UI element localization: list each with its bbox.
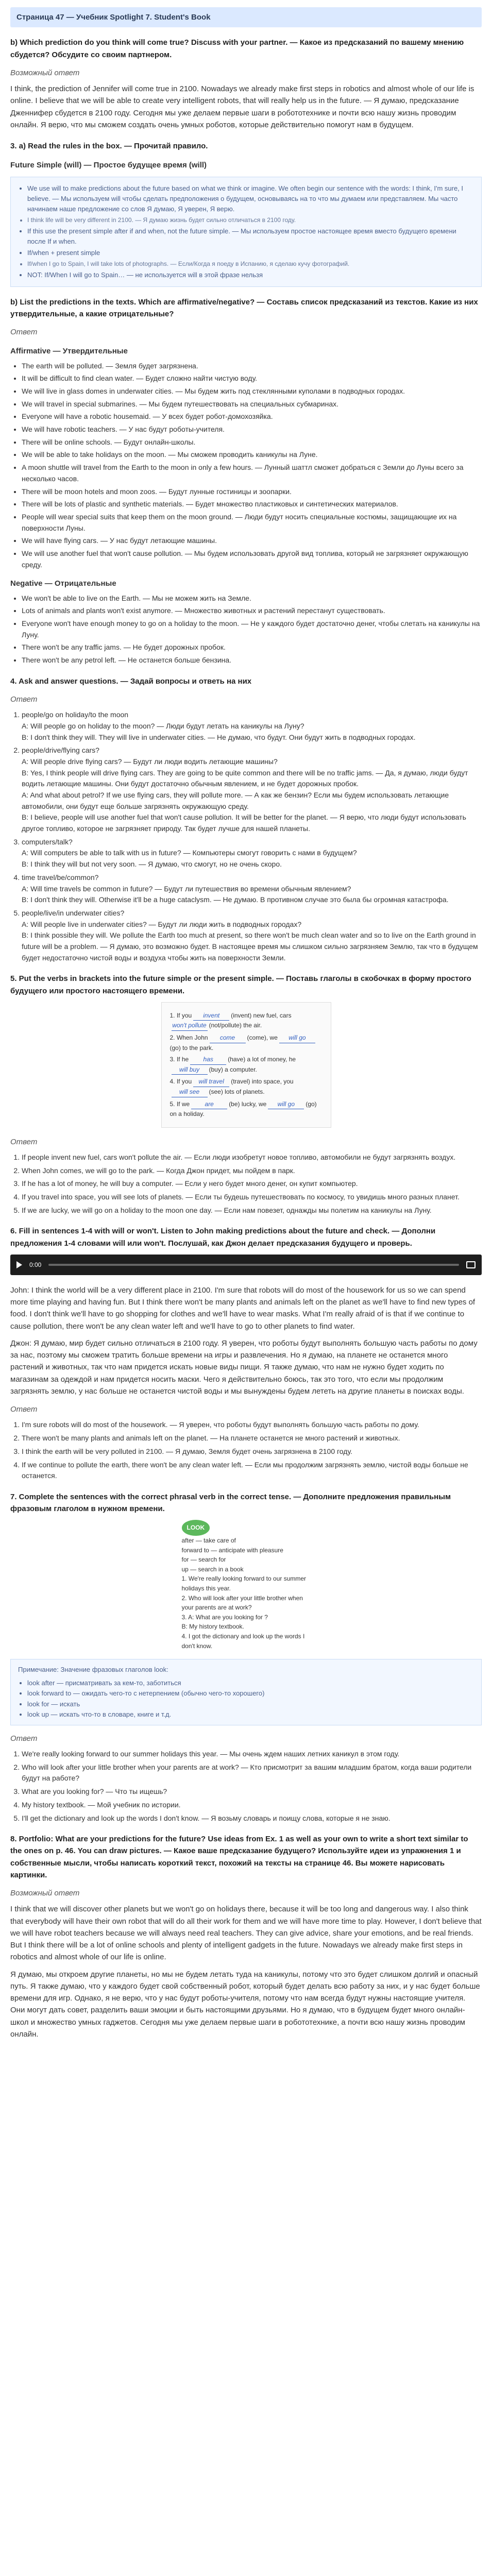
list-item: • We will use another fuel that won't cause pollution. — Мы будем использовать другой вид топлива, который не загрязняет окружающую среду. [22,548,482,570]
qa-line: B: I think possible they will. We pollute the Earth too much at present, so there won't be much clean water and so to live on the Earth ground in future will be a problem. — Я думаю, это возможно будет. В настоящее время мы слишком сильно загрязняем Землю, так что в будущем будет недостаточно чистой воды и воздуха чтобы жить на поверхности Земли. [22,931,478,962]
figure-blank: look up [252,1632,273,1640]
qa-prompt: 2. people/drive/flying cars? [22,746,99,755]
answers-7 [10,1749,482,1824]
figure-blank: will travel [193,1077,229,1087]
play-icon[interactable] [16,1261,22,1268]
figure-row [182,1613,311,1622]
figure-text: 4. If you [169,1078,192,1086]
list-item: • We won't be able to live on the Earth. — Мы не можем жить на Земле. [22,593,482,604]
figure-row: for — search for [181,1556,226,1564]
list-item: 4. If we continue to pollute the earth, there won't be any clean water left. — Если мы продолжим загрязнять землю, чистой воды больше не останется. [22,1460,482,1482]
list-item: • The earth will be polluted. — Земля будет загрязнена. [22,361,482,372]
question-7: 7. Complete the sentences with the correct phrasal verb in the correct tense. — Дополните предложения правильным фразовым глаголом в нужном времени. [10,1492,451,1514]
phrasal-note [10,1659,482,1725]
figure-blank: look after [213,1594,239,1602]
list-item: • look forward to — ожидать чего-то с нетерпением (обычно чего-то хорошего) [27,1688,474,1699]
qa-prompt: 3. computers/talk? [22,837,73,846]
figure-blank: will see [172,1087,208,1097]
list-item: 2. When John comes, we will go to the park. — Когда Джон придет, мы пойдем в парк. [22,1165,482,1177]
figure-text: your little brother when your parents are at work? [181,1594,303,1612]
question-3a: 3. a) Read the rules in the box. — Прочитай правило. [10,142,208,150]
figure-text: 4. I got the dictionary and [181,1632,251,1640]
figure-row: after — take care of [181,1537,236,1545]
list-item: • There won't be any traffic jams. — Не будет дорожных пробок. [22,642,482,653]
figure-row [182,1594,311,1613]
qa-item [22,837,482,870]
list-item: 2. Who will look after your little brother when your parents are at work? — Кто присмотрит за вашим младшим братом, когда ваши родители будут на работе? [22,1762,482,1784]
qa-line: A: Will people live in underwater cities? — Будут ли люди жить в подводных городах? [22,920,302,928]
figure-blank: looking for [234,1613,263,1621]
qa-item [22,745,482,835]
figure-text: 1. We're really [181,1575,221,1583]
answer-1b: I think, the prediction of Jennifer will come true in 2100. Nowadays we already make first steps in robotics and almost whole of our life is online. I believe that we will be able to create very intelligent robots, that will really help us in the future. — Я думаю, предсказание Дженнифер сбудется в 2100 году. Сегодня мы уже делаем первые шаги в робототехнике и почти всю нашу жизнь проводим онлайн. Я верю, что мы сможем создать очень умных роботов, которые действительно помогут нам в будущем. [10,84,474,129]
qa-item [22,908,482,963]
qa-line: B: Yes, I think people will drive flying cars. They are going to be quite common and there will be no traffic jams. — Да, я думаю, люди будут водить летающие машины. Они будут достаточно обычным явлением, и не будет дорожных пробок. [22,768,468,788]
qa-line: A: Will computers be able to talk with us in future? — Компьютеры смогут говорить с нами в будущем? [22,849,357,857]
negative-title: Negative — Отрицательные [10,579,116,588]
figure-text: (invent) new fuel, cars [231,1011,292,1019]
figure-text: (see) lots of planets. [209,1088,265,1096]
qa-line: B: I believe, people will use another fuel that won't cause pollution. It will be better for the planet. — Я верю, что люди будут использовать другое топливо, которое не загрязняет природу. Так будет лучше для нашей планеты. [22,813,466,833]
question-4: 4. Ask and answer questions. — Задай вопросы и ответь на них [10,676,252,686]
figure-row: forward to — anticipate with pleasure [181,1546,283,1554]
affirmative-list [10,361,482,571]
qa-line: A: Will people drive flying cars? — Будут ли люди водить летающие машины? [22,757,278,766]
figure-row [170,1099,323,1119]
figure-blank: are [191,1099,227,1110]
qa-list [10,709,482,963]
list-item: 3. If he has a lot of money, he will buy a computer. — Если у него будет много денег, он купит компьютер. [22,1178,482,1190]
question-1b: b) Which prediction do you think will come true? Discuss with your partner. — Какое из предсказаний по вашему мнению сбудется? Обсудите со своим партнером. [10,38,464,59]
rule-item: • We use will to make predictions about the future based on what we think or imagine. We often begin our sentence with the words: I think, I'm sure, I believe. — Мы используем will чтобы сделать предположения о будущем, основываясь на то что мы думаем или представляем. Мы часто начинаем наше предложение со слов Я думаю, Я уверен, Я верю. [27,183,474,214]
figure-row [170,1055,323,1075]
answer-label: Ответ [10,694,38,704]
exercise-6-text-ru: Джон: Я думаю, мир будет сильно отличаться в 2100 году. Я уверен, что роботы будут выполнять большую часть работы по дому за нас, поэтому мы сможем тратить больше времени на игры и развлечения. Но я думаю, на планете не останется много растений и животных, так что нам придется искать новые виды пищи. Я также думаю, что нам не нужно будет ходить по магазинам за одеждой и нам придется носить маски. Чего я действительно боюсь, так это того, что если мы продолжим загрязнять землю, у нас больше не останется чистой воды и мы вынуждены будем лететь на другие планеты в поисках воды. [10,1338,478,1396]
figure-text: ? [264,1613,268,1621]
answer-label: Ответ [10,1137,38,1146]
list-item: 3. I think the earth will be very polluted in 2100. — Я думаю, Земля будет очень загрязнена в 2100 году. [22,1446,482,1458]
list-item: 3. What are you looking for? — Что ты ищешь? [22,1786,482,1798]
figure-row [182,1520,311,1536]
list-item: 2. There won't be many plants and animals left on the planet. — На планете останется не много растений и животных. [22,1433,482,1444]
qa-line: A: Will time travels be common in future? — Будут ли путешествия во времени обычным явлением? [22,884,351,893]
figure-blank: will go [279,1033,315,1043]
figure-blank: looking forward to [222,1575,272,1583]
page [10,0,482,2066]
rule-item: • If this use the present simple after if and when, not the future simple. — Мы используем простое настоящее время вместо будущего времени после If и when. [27,226,474,247]
look-badge: LOOK [182,1520,210,1536]
figure-text: (have) a lot of money, he [228,1056,296,1063]
figure-blank: will go [268,1099,304,1110]
figure-text: 1. If you [169,1011,192,1019]
figure-row [182,1574,311,1593]
figure-text: 2. Who will [181,1594,212,1602]
figure-text: (travel) into space, you [231,1078,294,1086]
figure-blank: will buy [172,1065,208,1075]
list-item: • There will be lots of plastic and synthetic materials. — Будет множество пластиковых и синтетических материалов. [22,499,482,510]
list-item: • look for — искать [27,1699,474,1709]
list-item: 5. I'll get the dictionary and look up the words I don't know. — Я возьму словарь и поищу слова, которые я не знаю. [22,1813,482,1824]
list-item: 4. My history textbook. — Мой учебник по истории. [22,1800,482,1811]
list-item: • We will be able to take holidays on the moon. — Мы сможем проводить каникулы на Луне. [22,449,482,461]
qa-item [22,872,482,906]
figure-blank: won't pollute [172,1021,208,1031]
phrasal-title: Примечание: Значение фразовых глаголов look: [18,1666,168,1674]
figure-text: (not/pollute) the air. [209,1022,262,1029]
list-item: 1. If people invent new fuel, cars won't pollute the air. — Если люди изобретут новое топливо, автомобили не будут загрязнять воздух. [22,1152,482,1163]
list-item: • We will live in glass domes in underwater cities. — Мы будем жить под стеклянными куполами в подводных городах. [22,386,482,397]
figure-text: (go) to the park. [169,1044,214,1052]
list-item: 5. If we are lucky, we will go on a holiday to the moon one day. — Если нам повезет, однажды мы полетим на каникулы на Луну. [22,1205,482,1216]
volume-icon[interactable] [466,1261,476,1268]
answer-label: Возможный ответ [10,68,80,77]
figure-blank: invent [193,1011,229,1021]
answer-label: Ответ [10,1734,38,1743]
list-item: • Lots of animals and plants won't exist anymore. — Множество животных и растений перестанут существовать. [22,605,482,617]
figure-text: 5. If we [169,1100,190,1108]
list-item: • look after — присматривать за кем-то, заботиться [27,1678,474,1688]
answer-8-en: I think that we will discover other planets but we won't go on holidays there, because it will be too long and dangerous way. I also think that everybody will have their own robot that will do all their work for them and we will have more time to play. However, I don't believe that we will have robot teachers because we will always need real teachers. They can give advice, share your emotions, and be real friends. But I think there will be a lot of online schools and plenty of intelligent gadgets in the future. Nowadays we already make first steps in robotics and almost whole of our life is online. [10,1905,482,1962]
list-item: • There won't be any petrol left. — Не останется больше бензина. [22,655,482,666]
list-item: • There will be moon hotels and moon zoos. — Будут лунные гостиницы и зоопарки. [22,486,482,498]
list-item: 1. We're really looking forward to our summer holidays this year. — Мы очень ждем наших летних каникул в этом году. [22,1749,482,1760]
list-item: • A moon shuttle will travel from the Earth to the moon in only a few hours. — Лунный шаттл сможет добраться с Земли до Луны всего за несколько часов. [22,462,482,484]
qa-line: A: And what about petrol? If we use flying cars, they will pollute more. — А как же бензин? Если мы будем использовать летающие автомобили, они будут еще больше загрязнять окружающую среду. [22,791,449,810]
list-item: • We will have robotic teachers. — У нас будут роботы-учителя. [22,424,482,435]
negative-list [10,593,482,666]
exercise-5-figure [161,1002,331,1128]
question-8: 8. Portfolio: What are your predictions for the future? Use ideas from Ex. 1 as well as your own to write a short text similar to the ones on p. 46. You can draw pictures. — Какое ваше предсказание будущего? Используйте идеи из упражнения 1 и собственные мысли, чтобы написать короткий текст, похожий на тексты на странице 46. Вы можете нарисовать картинки. [10,1835,468,1879]
breadcrumb: Страница 47 — Учебник Spotlight 7. Student's Book [10,7,482,27]
list-item: 4. If you travel into space, you will see lots of planets. — Если ты будешь путешествовать по космосу, то увидишь много разных планет. [22,1192,482,1203]
figure-row [170,1011,323,1031]
answer-label: Возможный ответ [10,1889,80,1898]
qa-item [22,709,482,743]
figure-text: our summer holidays this year. [181,1575,307,1592]
rule-item: • If/when I go to Spain, I will take lots of photographs. — Если/Когда я поеду в Испанию, я сделаю кучу фотографий. [27,259,474,269]
figure-row: up — search in a book [181,1565,244,1573]
figure-text: 3. A: What are you [181,1613,233,1621]
exercise-6-text-en: John: I think the world will be a very different place in 2100. I'm sure that robots will do most of the housework for us so we can spend more time playing and having fun. But I think there won't be many plants and animals left on the planet as we'll have to find new types of food. I don't think we'll have to go shopping for clothes and we'll have to wear masks. What I'm really afraid of is that if we continue to cause pollution, there won't be any clean water left and we'll have to go to other planets to find water. [10,1285,476,1331]
qa-prompt: 5. people/live/in underwater cities? [22,908,125,917]
list-item: • Everyone won't have enough money to go on a holiday to the moon. — Не у каждого будет достаточно денег, чтобы слетать на каникулы на Луну. [22,618,482,640]
figure-text: B: My history textbook. [181,1623,244,1631]
list-item: • It will be difficult to find clean water. — Будет сложно найти чистую воду. [22,373,482,384]
list-item: • We will have flying cars. — У нас будут летающие машины. [22,535,482,547]
figure-text: (be) lucky, we [229,1100,267,1108]
rule-box [10,177,482,287]
question-6: 6. Fill in sentences 1-4 with will or won't. Listen to John making predictions about the future and check. — Дополни предложения 1-4 словами will или won't. Послушай, как Джон делает предсказания будущего и проверь. [10,1227,436,1248]
qa-prompt: 1. people/go on holiday/to the moon [22,710,129,719]
question-5: 5. Put the verbs in brackets into the future simple or the present simple. — Поставь глаголы в скобочках в форму простого будущего или простого настоящего времени. [10,974,471,995]
rule-item: • If/when + present simple [27,248,474,258]
figure-row [182,1622,311,1632]
list-item: 1. I'm sure robots will do most of the housework. — Я уверен, что роботы будут выполнять большую часть работы по дому. [22,1419,482,1431]
affirmative-title: Affirmative — Утвердительные [10,347,128,356]
qa-line: B: I don't think they will. Otherwise it'll be a huge cataclysm. — Не думаю. В противном случае это была бы огромная катастрофа. [22,895,449,904]
qa-line: B: I don't think they will. They will live in underwater cities. — Не думаю, что будут. Они будут жить в подводных городах. [22,733,416,741]
exercise-7-figure [182,1520,311,1651]
figure-text: (go) on a holiday. [169,1100,317,1118]
list-item: • There will be online schools. — Будут онлайн-школы. [22,437,482,448]
answer-label: Ответ [10,328,38,337]
qa-line: B: I think they will but not very soon. — Я думаю, что смогут, но не очень скоро. [22,860,282,869]
rule-item: • I think life will be very different in 2100. — Я думаю жизнь будет сильно отличаться в 2100 году. [27,215,474,225]
list-item: • People will wear special suits that keep them on the moon ground. — Люди будут носить специальные костюмы, защищающие их на поверхности Луны. [22,512,482,534]
question-3b: b) List the predictions in the texts. Which are affirmative/negative? — Составь список предсказаний из текстов. Какие из них утвердительные, а какие отрицательные? [10,297,478,318]
figure-text: 2. When John [169,1034,208,1042]
list-item: • We will travel in special submarines. — Мы будем путешествовать на специальных субмаринах. [22,399,482,410]
audio-time: 0:00 [29,1261,42,1268]
answers-5 [10,1152,482,1216]
audio-progress[interactable] [48,1264,459,1266]
figure-row [170,1033,323,1053]
qa-line: A: Will people go on holiday to the moon? — Люди будут летать на каникулы на Луну? [22,721,304,730]
figure-row [170,1077,323,1097]
list-item: • Everyone will have a robotic housemaid. — У всех будет робот-домохозяйка. [22,411,482,422]
qa-prompt: 4. time travel/be/common? [22,873,99,882]
list-item: • look up — искать что-то в словаре, книге и т.д. [27,1709,474,1720]
answer-8-ru: Я думаю, мы откроем другие планеты, но мы не будем летать туда на каникулы, потому что это будет слишком долгий и опасный путь. Я также думаю, что у каждого будет свой собственный робот, который будет делать всю работу за них, и у нас будет больше времени для игр. Однако, я не верю, что у нас будут роботы-учителя, потому что нам всегда будут нужны настоящие учителя. Они могут дать совет, разделить ваши эмоции и быть настоящими друзьями. Но я думаю, что в будущем будет много онлайн-школ и множество умных гаджетов. Сегодня мы уже делаем первые шаги в робототехнике, а почти всю нашу жизнь проводим онлайн. [10,1970,480,2039]
figure-row [182,1632,311,1651]
figure-text: (buy) a computer. [209,1065,257,1073]
future-simple-title: Future Simple (will) — Простое будущее время (will) [10,161,207,170]
figure-text: the words I don't know. [181,1632,305,1650]
audio-player [10,1255,482,1275]
rule-item: • NOT: If/When I will go to Spain… — не используется will в этой фразе нельзя [27,270,474,280]
figure-text: 3. If he [169,1056,189,1063]
answer-label: Ответ [10,1405,38,1414]
figure-blank: has [190,1055,226,1065]
figure-blank: come [210,1033,246,1043]
answers-6 [10,1419,482,1481]
figure-text: (come), we [247,1034,278,1042]
